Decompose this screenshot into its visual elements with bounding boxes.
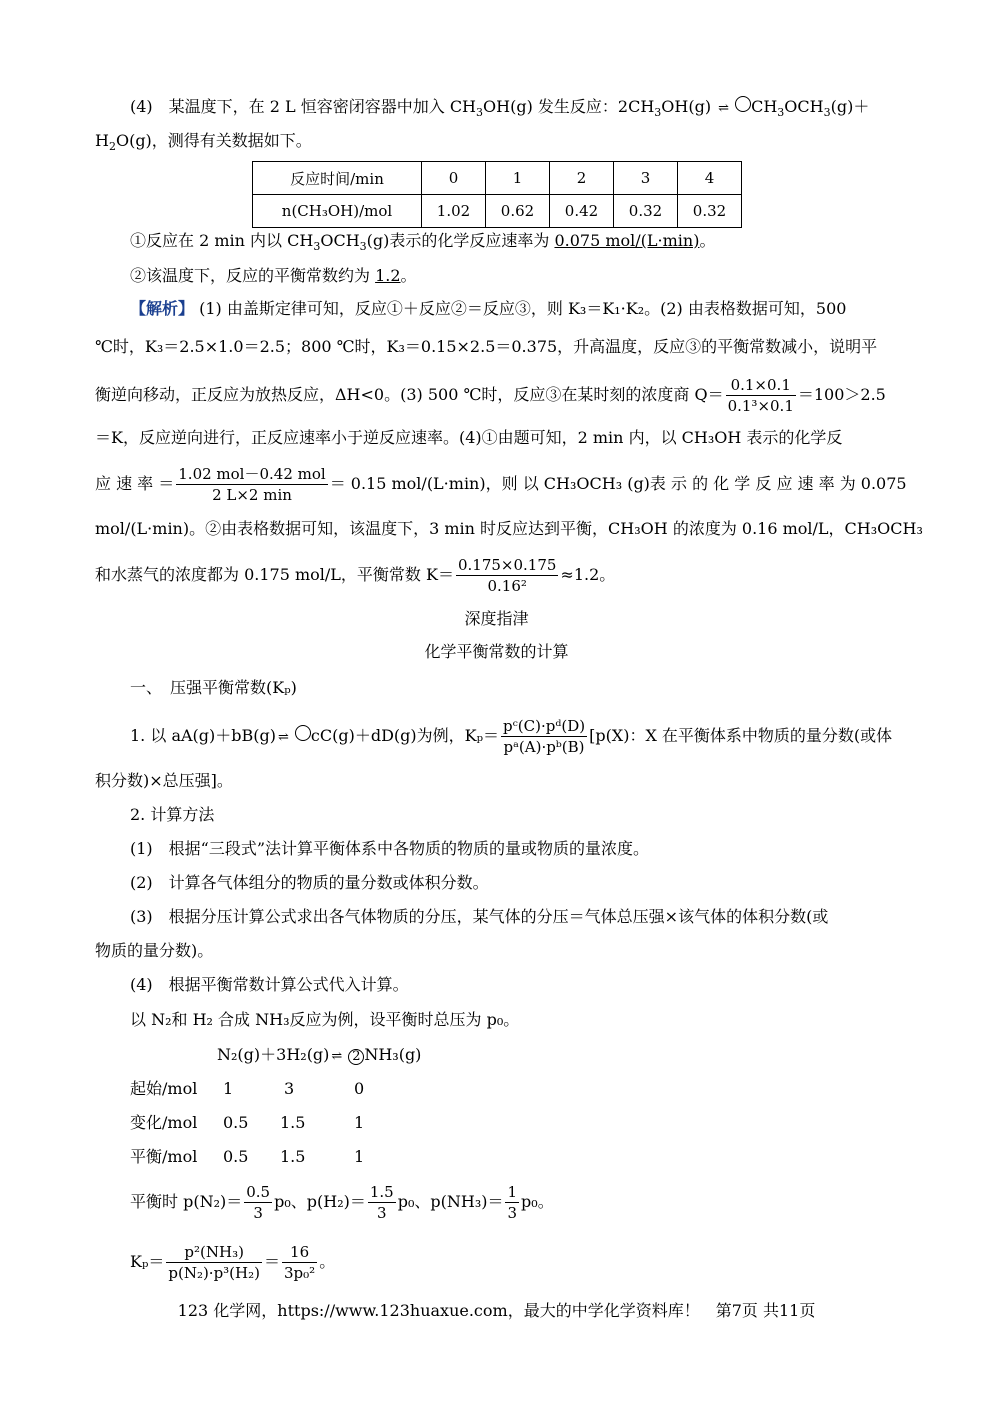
- answer-constant: 1.2: [375, 266, 401, 285]
- table-row: [253, 162, 742, 195]
- table-cell: 0.32: [678, 195, 742, 228]
- analysis-line3: 衡逆向移动，正反应为放热反应，ΔH<0。(3) 500 ℃时，反应③在某时刻的浓度商 Q＝ $\frac{0.1\times 0.1}{\text{0.1³×0.1}}$ ＝100＞2.5: [95, 376, 886, 415]
- kp-expression: Kₚ＝ $\frac{\text{p²(NH₃)}}{\text{p(N₂)·p³(H₂)}}$ ＝ $\frac{16}{\text{3p₀²}}$ 。: [130, 1243, 336, 1282]
- fraction: $\frac{\text{1.02 mol－0.42 mol}}{2 L\times 2 \min}$: [178, 465, 326, 504]
- stage-value: 1: [354, 1147, 365, 1166]
- table-row: [253, 195, 742, 228]
- stage-value: 3: [284, 1079, 295, 1098]
- table-cell: 1.02: [422, 195, 486, 228]
- example-intro: 以 N₂和 H₂ 合成 NH₃反应为例，设平衡时总压为 p₀。: [130, 1010, 520, 1029]
- analysis-line6: mol/(L·min)。②由表格数据可知，该温度下，3 min 时反应达到平衡，CH₃OH 的浓度为 0.16 mol/L，CH₃OCH₃: [95, 519, 923, 538]
- table-cell: 0.32: [614, 195, 678, 228]
- reaction-data-table: [252, 161, 742, 228]
- stage-value: 1.5: [280, 1147, 306, 1166]
- q4-sub2: ②该温度下，反应的平衡常数约为 1.2。: [130, 266, 417, 285]
- fraction: $\frac{\text{p²(NH₃)}}{\text{p(N₂)·p³(H₂)}}$: [168, 1243, 260, 1282]
- circle-c-icon: [295, 725, 311, 741]
- table-cell: 2: [550, 162, 614, 195]
- analysis-line4: ＝K，反应逆向进行，正反应速率小于逆反应速率。(4)①由题可知，2 min 内，以 CH₃OH 表示的化学反: [95, 428, 843, 447]
- stage-value: 0: [354, 1079, 365, 1098]
- reversible-arrow-icon: ⇌: [278, 730, 289, 745]
- page-footer: 123 化学网，https://www.123huaxue.com，最大的中学化学资料库！ 第7页 共11页: [177, 1301, 816, 1320]
- method-step-2: (2) 计算各气体组分的物质的量分数或体积分数。: [130, 873, 489, 892]
- fraction: $\frac{16}{\text{3p₀²}}$: [284, 1243, 316, 1282]
- stage-value: 0.5: [223, 1147, 249, 1166]
- heading-method: 2. 计算方法: [130, 805, 215, 824]
- stage-row-label: 平衡/mol: [130, 1147, 198, 1166]
- example-equation: N₂(g)＋3H₂(g) ⇌ 2 NH₃(g): [217, 1044, 421, 1068]
- analysis-line1: 【解析】 (1) 由盖斯定律可知，反应①＋反应②＝反应③，则 K₃＝K₁·K₂。(2) 由表格数据可知，500: [130, 299, 847, 318]
- stage-row-label: 变化/mol: [130, 1113, 198, 1132]
- section-title: 深度指津: [464, 609, 529, 628]
- analysis-line5: 应 速 率 ＝ $\frac{\text{1.02 mol－0.42 mol}}{2 L\times 2 \min}$ ＝ 0.15 mol/(L·min)，则 以 CH₃OCH₃ (g)表 示 的 化 学 反 应 速 率 为 0.075: [95, 465, 907, 504]
- table-header-cell: n(CH₃OH)/mol: [253, 195, 422, 228]
- analysis-line7: 和水蒸气的浓度都为 0.175 mol/L，平衡常数 K＝ $\frac{0.175\times 0.175}{\text{0.16²}}$ ≈1.2。: [95, 556, 616, 595]
- q4-sub1: ①反应在 2 min 内以 $CH_3OCH_3(g)$表示的化学反应速率为 0.075 mol/(L·min)。: [130, 231, 716, 254]
- table-cell: 0: [422, 162, 486, 195]
- fraction: $\frac{0.1\times 0.1}{\text{0.1³×0.1}}$: [727, 376, 794, 415]
- table-cell: 1: [486, 162, 550, 195]
- stage-value: 0.5: [223, 1113, 249, 1132]
- table-cell: 4: [678, 162, 742, 195]
- method-step-3: (3) 根据分压计算公式求出各气体物质的分压，某气体的分压＝气体总压强×该气体的体积分数(或: [130, 907, 829, 926]
- q4-intro-line1: (4) 某温度下，在 2 L 恒容密闭容器中加入 $CH_3OH(g)$ 发生反应：$2CH_3OH(g)$ ⇌ $CH_3OCH_3(g)+$: [130, 97, 870, 120]
- fraction: $\frac{1.5}{3}$: [369, 1183, 394, 1222]
- method-step-1: (1) 根据“三段式”法计算平衡体系中各物质的物质的量或物质的量浓度。: [130, 839, 650, 858]
- stage-value: 1: [223, 1079, 234, 1098]
- stage-value: 1.5: [280, 1113, 306, 1132]
- fraction: $\frac{\text{pᶜ(C)·pᵈ(D)}}{\text{pᵃ(A)·pᵇ(B)}}$: [503, 717, 586, 756]
- answer-rate: 0.075 mol/(L·min): [554, 231, 700, 250]
- table-header-cell: 反应时间/min: [253, 162, 422, 195]
- equilibrium-pressures: 平衡时 p(N₂)＝ $\frac{0.5}{3}$ p₀、p(H₂)＝ $\frac{1.5}{3}$ p₀、p(NH₃)＝ $\frac{1}{3}$ p₀。: [130, 1183, 554, 1222]
- q4-intro-line2: $H_2O(g)$，测得有关数据如下。: [95, 131, 312, 154]
- reversible-arrow-icon: ⇌: [718, 101, 730, 116]
- analysis-tag: 【解析】: [130, 299, 195, 318]
- reversible-arrow-icon: ⇌: [331, 1049, 343, 1064]
- fraction: $\frac{0.175\times 0.175}{\text{0.16²}}$: [457, 556, 557, 595]
- kp-definition-line2: 积分数)×总压强]。: [95, 771, 233, 790]
- circle-c-icon: [735, 96, 751, 112]
- kp-definition: 1. 以 aA(g)＋bB(g) ⇌ cC(g)＋dD(g)为例，Kₚ＝ $\frac{\text{pᶜ(C)·pᵈ(D)}}{\text{pᵃ(A)·pᵇ(B)}}$ [p(X)：X 在平衡体系中物质的量分数(或体: [130, 714, 892, 760]
- table-cell: 3: [614, 162, 678, 195]
- table-cell: 0.42: [550, 195, 614, 228]
- stage-value: 1: [354, 1113, 365, 1132]
- stage-row-label: 起始/mol: [130, 1079, 198, 1098]
- circle-2-icon: 2: [348, 1049, 364, 1065]
- fraction: $\frac{1}{3}$: [507, 1183, 518, 1222]
- fraction: $\frac{0.5}{3}$: [246, 1183, 271, 1222]
- analysis-line2: ℃时，K₃＝2.5×1.0＝2.5；800 ℃时，K₃＝0.15×2.5＝0.375，升高温度，反应③的平衡常数减小，说明平: [95, 337, 878, 356]
- section-subtitle: 化学平衡常数的计算: [424, 642, 569, 661]
- heading-kp: 一、 压强平衡常数(Kₚ): [130, 678, 297, 697]
- method-step-4: (4) 根据平衡常数计算公式代入计算。: [130, 975, 409, 994]
- method-step-3-line2: 物质的量分数)。: [95, 941, 214, 960]
- table-cell: 0.62: [486, 195, 550, 228]
